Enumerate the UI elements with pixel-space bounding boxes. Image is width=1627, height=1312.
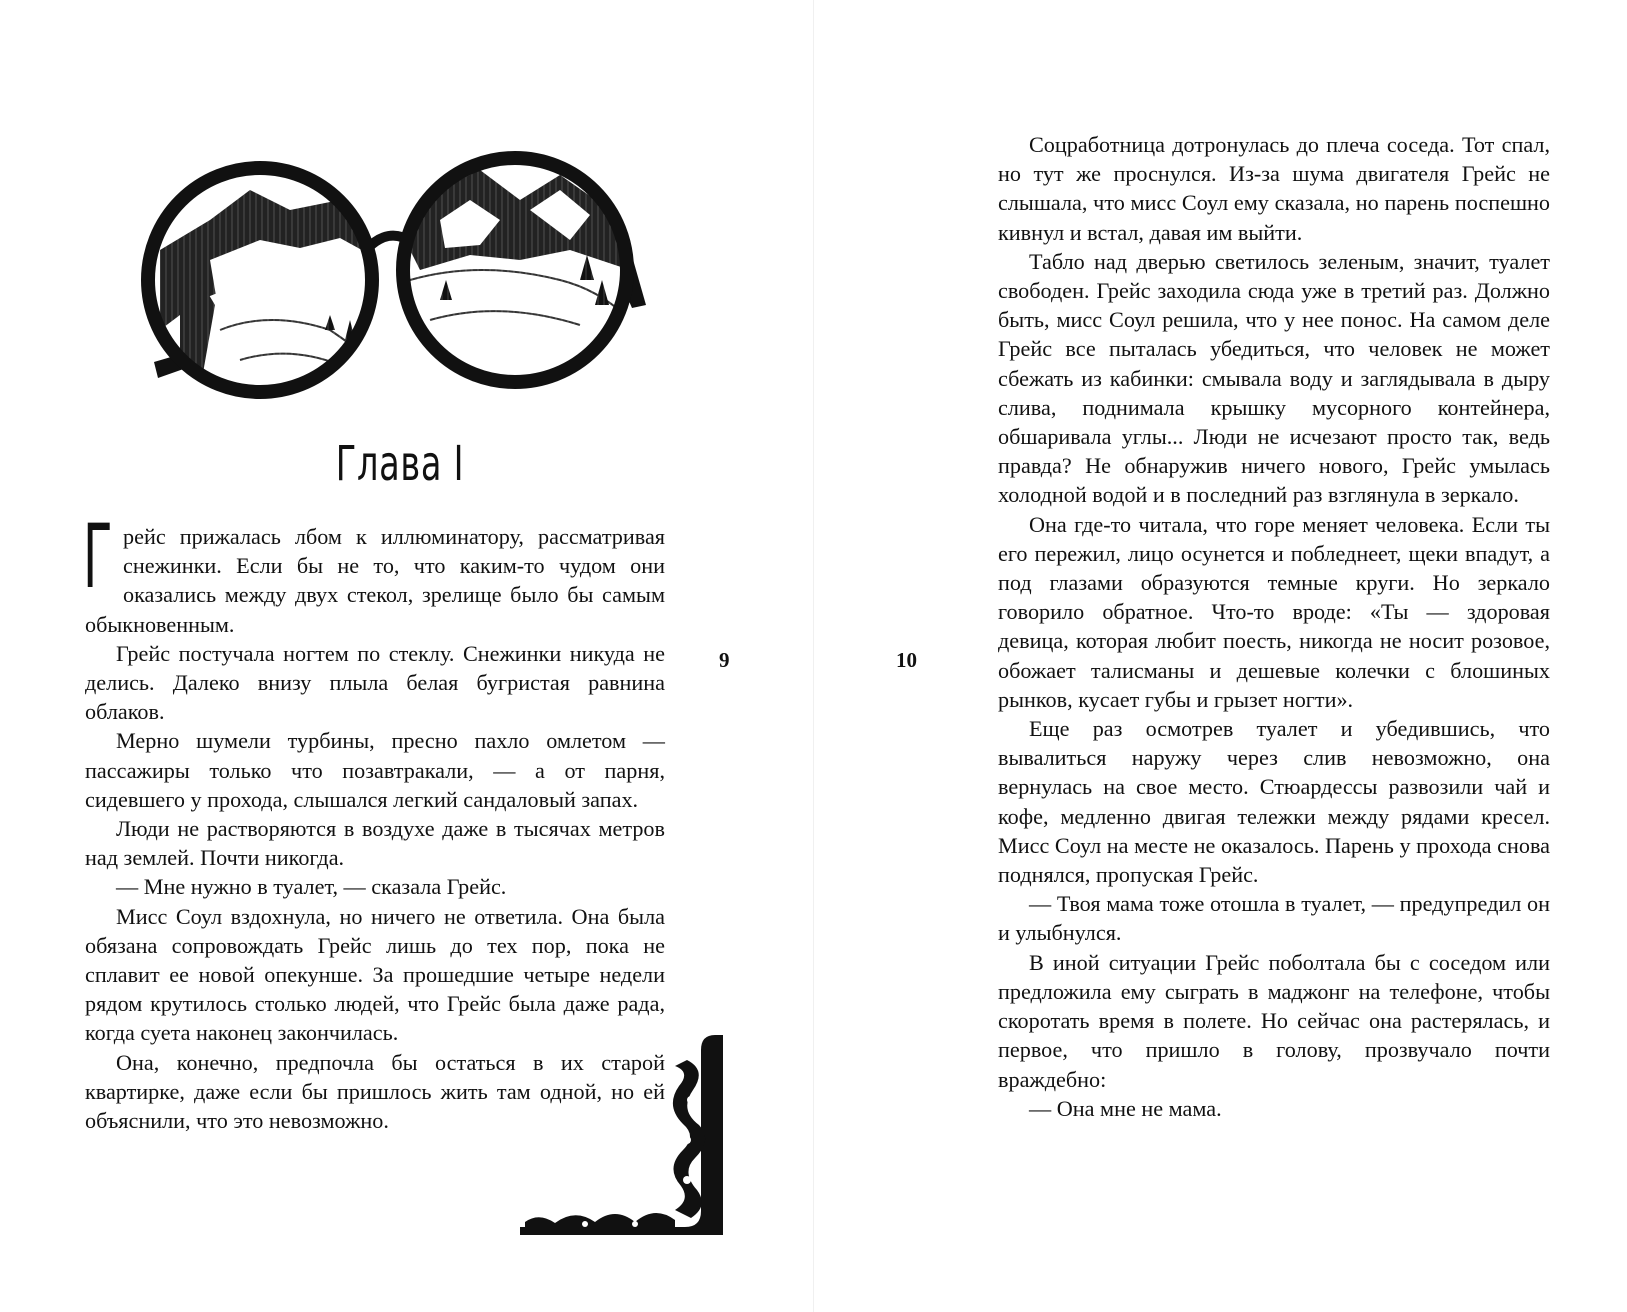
right-page-text	[998, 130, 1550, 1123]
paragraph: — Твоя мама тоже отошла в туалет, — предупредил он и улыбнулся.	[998, 891, 1550, 946]
paragraph	[83, 505, 665, 639]
paragraph: Она где-то читала, что горе меняет человека. Если ты его пережил, лицо осунется и побледнеет, щеки впадут, а под глазами образуются темные круги. Но зеркало говорило обратное. Что-то вроде: «Ты — здоровая девица, которая любит поесть, никогда не носит розовое, обожает талисманы и дешевые колечки с блошиных рынков, кусает губы и грызет ногти».	[998, 511, 1550, 712]
paragraph-text: рейс прижалась лбом к иллюминатору, рассматривая снежинки. Если бы не то, что каким-то чудом они оказались между двух стекол, зрелище было бы самым обыкновенным.	[85, 524, 665, 637]
left-page	[0, 0, 813, 1312]
drop-cap: Г	[83, 505, 113, 608]
paragraph: Соцработница дотронулась до плеча соседа. Тот спал, но тут же проснулся. Из-за шума двигателя Грейс не слышала, что мисс Соул ему сказала, но парень поспешно кивнул и встал, давая им выйти.	[998, 132, 1550, 245]
paragraph: Мисс Соул вздохнула, но ничего не ответила. Она была обязана сопровождать Грейс лишь до тех пор, пока не сплавит ее новой опекунше. За прошедшие четыре недели рядом крутилось столько людей, что Грейс была даже рада, когда суета наконец закончилась.	[85, 903, 665, 1046]
paragraph: — Она мне не мама.	[1029, 1095, 1222, 1121]
paragraph: — Мне нужно в туалет, — сказала Грейс.	[116, 874, 507, 900]
paragraph: В иной ситуации Грейс поболтала бы с соседом или предложила ему сыграть в маджонг на телефоне, чтобы скоротать время в полете. Но сейчас она растерялась, и первое, что пришло в голову, прозвучало почти враждебно:	[998, 949, 1550, 1092]
page-number: 10	[896, 648, 917, 672]
chapter-title: Глава I	[335, 436, 465, 492]
paragraph: Еще раз осмотрев туалет и убедившись, что вывалиться наружу через слив невозможно, она вернулась на свое место. Стюардессы развозили чай и кофе, медленно двигая тележки между рядами кресел. Мисс Соул на месте не оказалось. Парень у прохода снова поднялся, пропуская Грейс.	[998, 716, 1550, 888]
paragraph: Она, конечно, предпочла бы остаться в их старой квартирке, даже если бы пришлось жить там одной, но ей объяснили, что это невозможно.	[85, 1049, 665, 1134]
paragraph: Табло над дверью светилось зеленым, значит, туалет свободен. Грейс заходила сюда уже в третий раз. Должно быть, мисс Соул решила, что у нее понос. На самом деле Грейс все пыталась убедиться, что человек не может сбежать из кабинки: смывала воду и заглядывала в дыру слива, поднимала крышку мусорного контейнера, обшаривала углы... Люди не исчезают просто так, ведь правда? Не обнаружив ничего нового, Грейс умылась холодной водой и в последний раз взглянула в зеркало.	[998, 248, 1550, 508]
page-number: 9	[719, 648, 730, 672]
paragraph: Мерно шумели турбины, пресно пахло омлетом — пассажиры только что позавтракали, — а от парня, сидевшего у прохода, слышался легкий сандаловый запах.	[85, 728, 665, 812]
right-page	[814, 0, 1627, 1312]
glasses-illustration	[140, 130, 650, 420]
paragraph: Грейс постучала ногтем по стеклу. Снежинки никуда не делись. Далеко внизу плыла белая бугристая равнина облаков.	[85, 640, 665, 725]
celtic-knot-corner-ornament-icon	[515, 1030, 725, 1240]
paragraph: Люди не растворяются в воздухе даже в тысячах метров над землей. Почти никогда.	[85, 816, 665, 871]
